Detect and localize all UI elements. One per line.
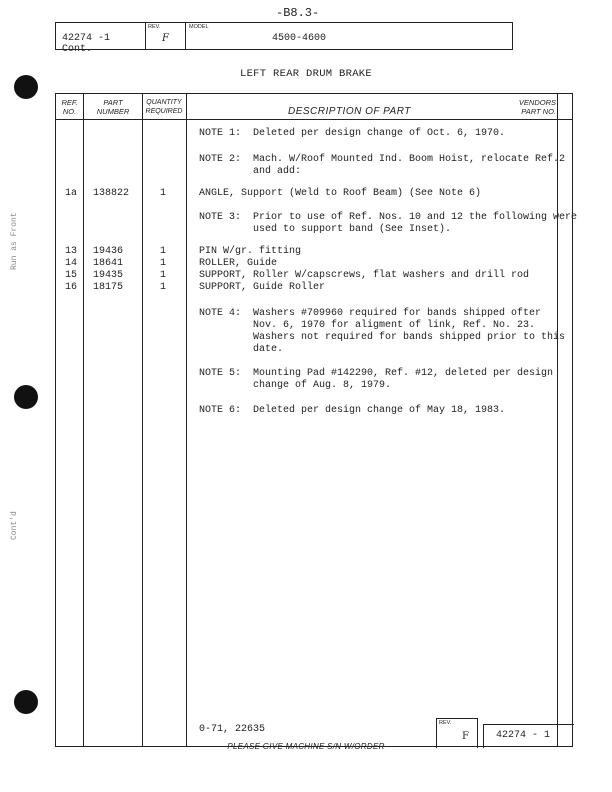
column-header-part-number: PART NUMBER <box>96 98 130 116</box>
row-ref: 15 <box>65 270 78 281</box>
page-number: -B8.3- <box>276 6 320 20</box>
row-description: ANGLE, Support (Weld to Roof Beam) (See Note 6) <box>199 188 482 199</box>
note-6: NOTE 6: Deleted per design change of May 18, 1983. <box>199 405 506 416</box>
row-ref: 1a <box>65 188 78 199</box>
row-quantity: 1 <box>160 246 167 257</box>
punch-hole-bottom <box>14 690 38 714</box>
row-quantity: 1 <box>160 188 167 199</box>
note-1: NOTE 1: Deleted per design change of Oct. 6, 1970. <box>199 128 506 139</box>
row-description: PIN W/gr. fitting <box>199 246 302 257</box>
header-rev-value: F <box>162 33 169 44</box>
row-ref: 13 <box>65 246 78 257</box>
row-quantity: 1 <box>160 258 167 269</box>
footer-rev-value: F <box>462 731 469 742</box>
row-ref: 14 <box>65 258 78 269</box>
note-5: NOTE 5: Mounting Pad #142290, Ref. #12, deleted per design change of Aug. 8, 1979. <box>199 368 554 391</box>
header-model-value: 4500-4600 <box>272 33 327 44</box>
row-description: SUPPORT, Roller W/capscrews, flat washers and drill rod <box>199 270 530 281</box>
row-description: SUPPORT, Guide Roller <box>199 282 326 293</box>
margin-stamp-lower: Cont'd <box>10 511 19 540</box>
page-title: LEFT REAR DRUM BRAKE <box>239 68 373 80</box>
row-part-number: 18175 <box>93 282 124 293</box>
column-header-ref: REF. NO. <box>61 98 78 116</box>
header-box <box>55 22 513 55</box>
column-header-vendor-part: VENDORS PART NO. <box>518 98 556 116</box>
row-part-number: 18641 <box>93 258 124 269</box>
note-4: NOTE 4: Washers #709960 required for bands shipped ofter Nov. 6, 1970 for aligment of link, Ref. No. 23. Washers not required for bands shipped prior to this date. <box>199 308 566 355</box>
parts-table <box>55 93 578 747</box>
note-2: NOTE 2: Mach. W/Roof Mounted Ind. Boom Hoist, relocate Ref.2 and add: <box>199 154 566 177</box>
margin-stamp-upper: Run as Front <box>10 212 19 270</box>
header-model-label: MODEL <box>189 24 209 30</box>
punch-hole-middle <box>14 385 38 409</box>
row-description: ROLLER, Guide <box>199 258 278 269</box>
footer-rev-label: REV. <box>439 720 452 726</box>
column-header-quantity: QUANTITY REQUIRED <box>145 99 183 115</box>
row-part-number: 138822 <box>93 188 130 199</box>
note-3: NOTE 3: Prior to use of Ref. Nos. 10 and 12 the following were used to support band (See Inset). <box>199 212 578 235</box>
header-drawing-number: 42274 -1 Cont. <box>62 33 111 55</box>
footer-drawing-number: 42274 - 1 <box>496 730 551 741</box>
row-quantity: 1 <box>160 282 167 293</box>
row-part-number: 19436 <box>93 246 124 257</box>
order-instruction: PLEASE GIVE MACHINE S/N W/ORDER <box>0 742 612 751</box>
footer-code: 0-71, 22635 <box>199 724 266 735</box>
row-quantity: 1 <box>160 270 167 281</box>
header-rev-label: REV. <box>148 24 161 30</box>
row-ref: 16 <box>65 282 78 293</box>
row-part-number: 19435 <box>93 270 124 281</box>
column-header-description: DESCRIPTION OF PART <box>288 106 411 117</box>
